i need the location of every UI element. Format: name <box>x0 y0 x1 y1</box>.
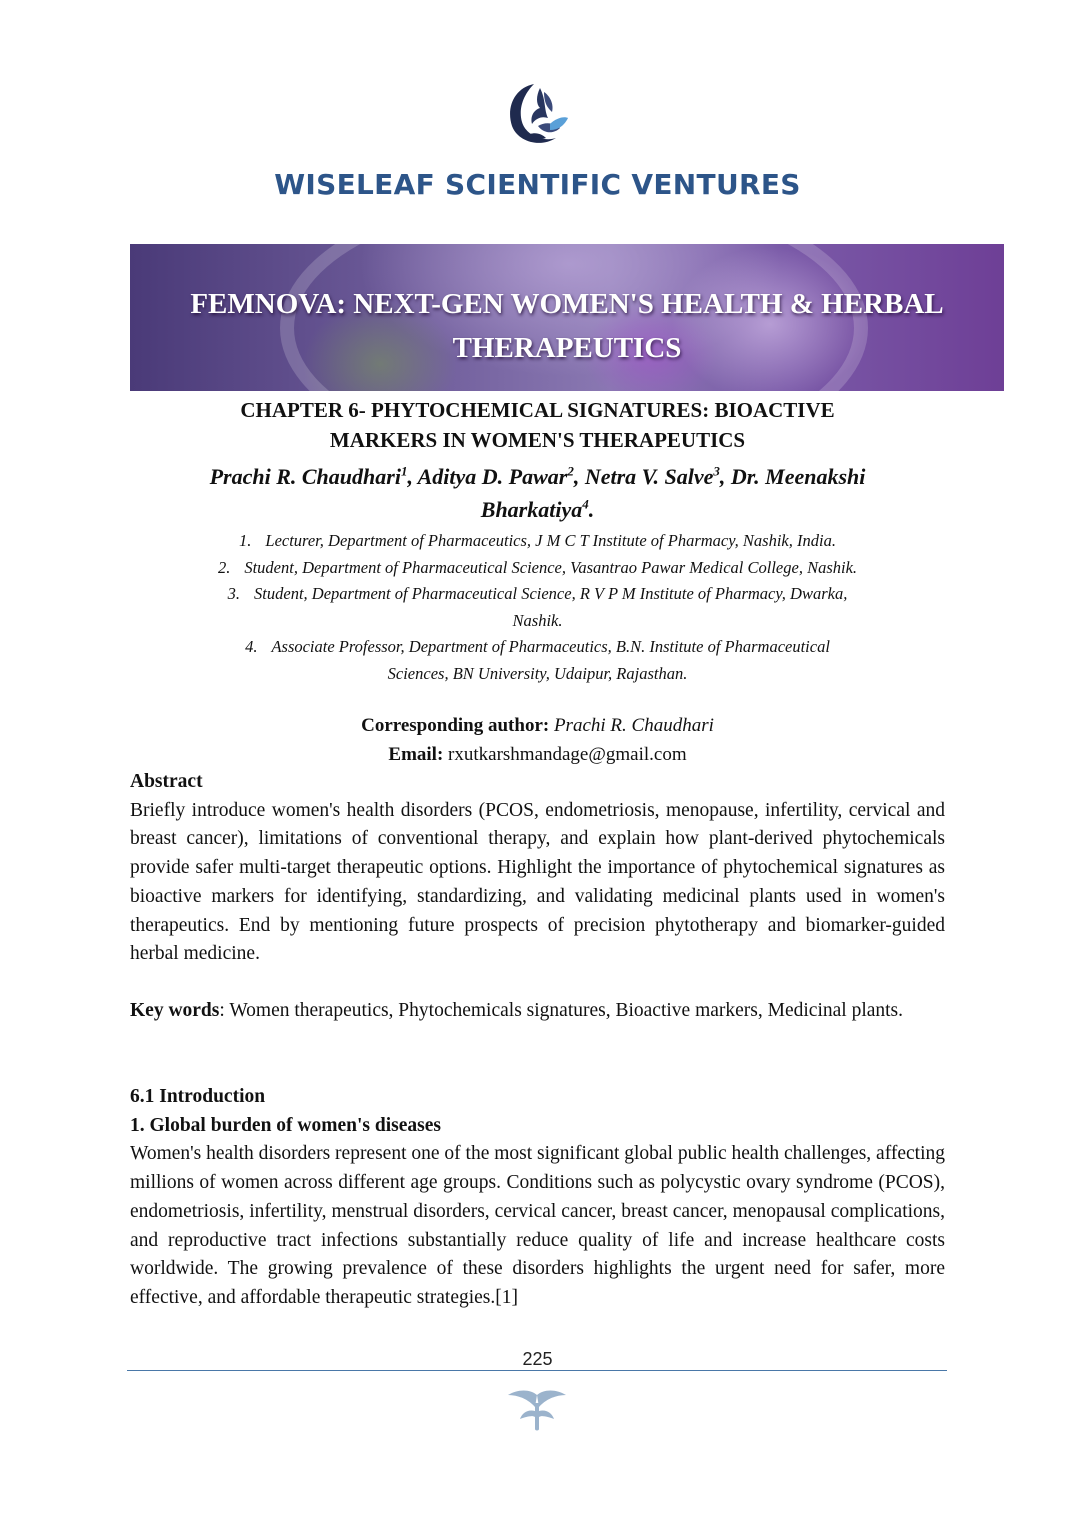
affiliation-item <box>150 528 925 555</box>
chapter-title-line: MARKERS IN WOMEN'S THERAPEUTICS <box>329 428 746 452</box>
author-list <box>130 460 945 526</box>
affiliation-number: 2. <box>217 557 231 577</box>
affiliation-text: Associate Professor, Department of Pharmaceutics, B.N. Institute of Pharmaceutical <box>271 637 830 656</box>
author-name: Dr. Meenakshi <box>730 464 866 489</box>
subsection-heading: 1. Global burden of women's diseases <box>130 1114 441 1136</box>
author-name: Aditya D. Pawar <box>417 464 568 489</box>
affiliation-text: Lecturer, Department of Pharmaceutics, J M C T Institute of Pharmacy, Nashik, India. <box>265 531 836 550</box>
publisher-name: WISELEAF SCIENTIFIC VENTURES <box>274 168 801 201</box>
author-name: Bharkatiya <box>480 497 583 522</box>
introduction-text: Women's health disorders represent one of the most significant global public health challenges, affecting millions of women across different age groups. Conditions such as polycystic ovary syndrome (PCOS), endometriosis, infertility, menstrual disorders, cervical cancer, breast cancer, menopausal complications, and reproductive tract infections substantially reduce quality of life and increase healthcare costs worldwide. The growing prevalence of these disorders highlights the urgent need for safer, more effective, and affordable therapeutic strategies.[1] <box>130 1143 945 1308</box>
author-affiliation-mark: 2 <box>567 463 574 479</box>
affiliation-list <box>150 528 925 687</box>
email-label: Email: <box>388 744 444 765</box>
introduction-section <box>130 1083 945 1313</box>
abstract-section <box>130 768 945 969</box>
corresponding-author-label: Corresponding author: <box>361 715 550 736</box>
author-name: Prachi R. Chaudhari <box>209 464 401 489</box>
page-number: 225 <box>522 1349 553 1369</box>
leaf-emblem-icon <box>502 1385 572 1433</box>
author-affiliation-mark: 3 <box>713 463 720 479</box>
affiliation-item <box>150 581 925 634</box>
affiliation-item <box>150 555 925 582</box>
affiliation-text: Nashik. <box>512 610 563 630</box>
email-address[interactable]: rxutkarshmandage@gmail.com <box>448 744 687 765</box>
book-title <box>130 282 1004 370</box>
author-line <box>130 493 945 526</box>
wiseleaf-logo-icon <box>500 78 572 152</box>
affiliation-text: Student, Department of Pharmaceutical Science, Vasantrao Pawar Medical College, Nashik. <box>244 557 858 577</box>
keywords-section <box>130 997 945 1026</box>
author-name: Netra V. Salve <box>584 464 714 489</box>
affiliation-number: 4. <box>245 637 258 656</box>
author-affiliation-mark: 4 <box>582 496 589 512</box>
abstract-text: Briefly introduce women's health disorders (PCOS, endometriosis, menopause, infertility, cervical and breast cancer), limitations of conventional therapy, and explain how plant-derived phytochemicals provide safer multi-target therapeutic options. Highlight the importance of phytochemical signatures as bioactive markers for identifying, standardizing, and validating medicinal plants used in women's therapeutics. End by mentioning future prospects of precision phytotherapy and biomarker-guided herbal medicine. <box>130 799 945 965</box>
book-banner <box>130 244 1004 391</box>
keywords-text: : Women therapeutics, Phytochemicals signatures, Bioactive markers, Medicinal plants. <box>219 1000 904 1021</box>
author-line <box>130 460 945 493</box>
author-affiliation-mark: 1 <box>400 463 408 479</box>
affiliation-item <box>150 634 925 687</box>
affiliation-text: Sciences, BN University, Udaipur, Rajasthan. <box>387 663 688 683</box>
chapter-title-line: CHAPTER 6- PHYTOCHEMICAL SIGNATURES: BIOACTIVE <box>240 398 835 422</box>
abstract-heading: Abstract <box>130 771 203 792</box>
author-separator: , <box>719 464 731 489</box>
chapter-title <box>130 395 945 455</box>
author-list-end: . <box>588 497 595 522</box>
affiliation-number: 3. <box>227 584 241 603</box>
corresponding-author-line <box>130 711 945 740</box>
author-separator: , <box>407 464 418 489</box>
email-line <box>130 740 945 769</box>
footer-divider <box>127 1370 947 1371</box>
keywords-label: Key words <box>130 1000 220 1021</box>
book-title-line: FEMNOVA: NEXT-GEN WOMEN'S HEALTH & HERBAL <box>190 288 944 320</box>
book-title-line: THERAPEUTICS <box>452 332 682 364</box>
author-separator: , <box>573 464 585 489</box>
corresponding-author-block <box>130 711 945 769</box>
section-heading: 6.1 Introduction <box>130 1086 266 1107</box>
affiliation-text: Student, Department of Pharmaceutical Science, R V P M Institute of Pharmacy, Dwarka, <box>254 584 848 603</box>
corresponding-author-name: Prachi R. Chaudhari <box>553 715 714 736</box>
affiliation-number: 1. <box>239 531 252 550</box>
